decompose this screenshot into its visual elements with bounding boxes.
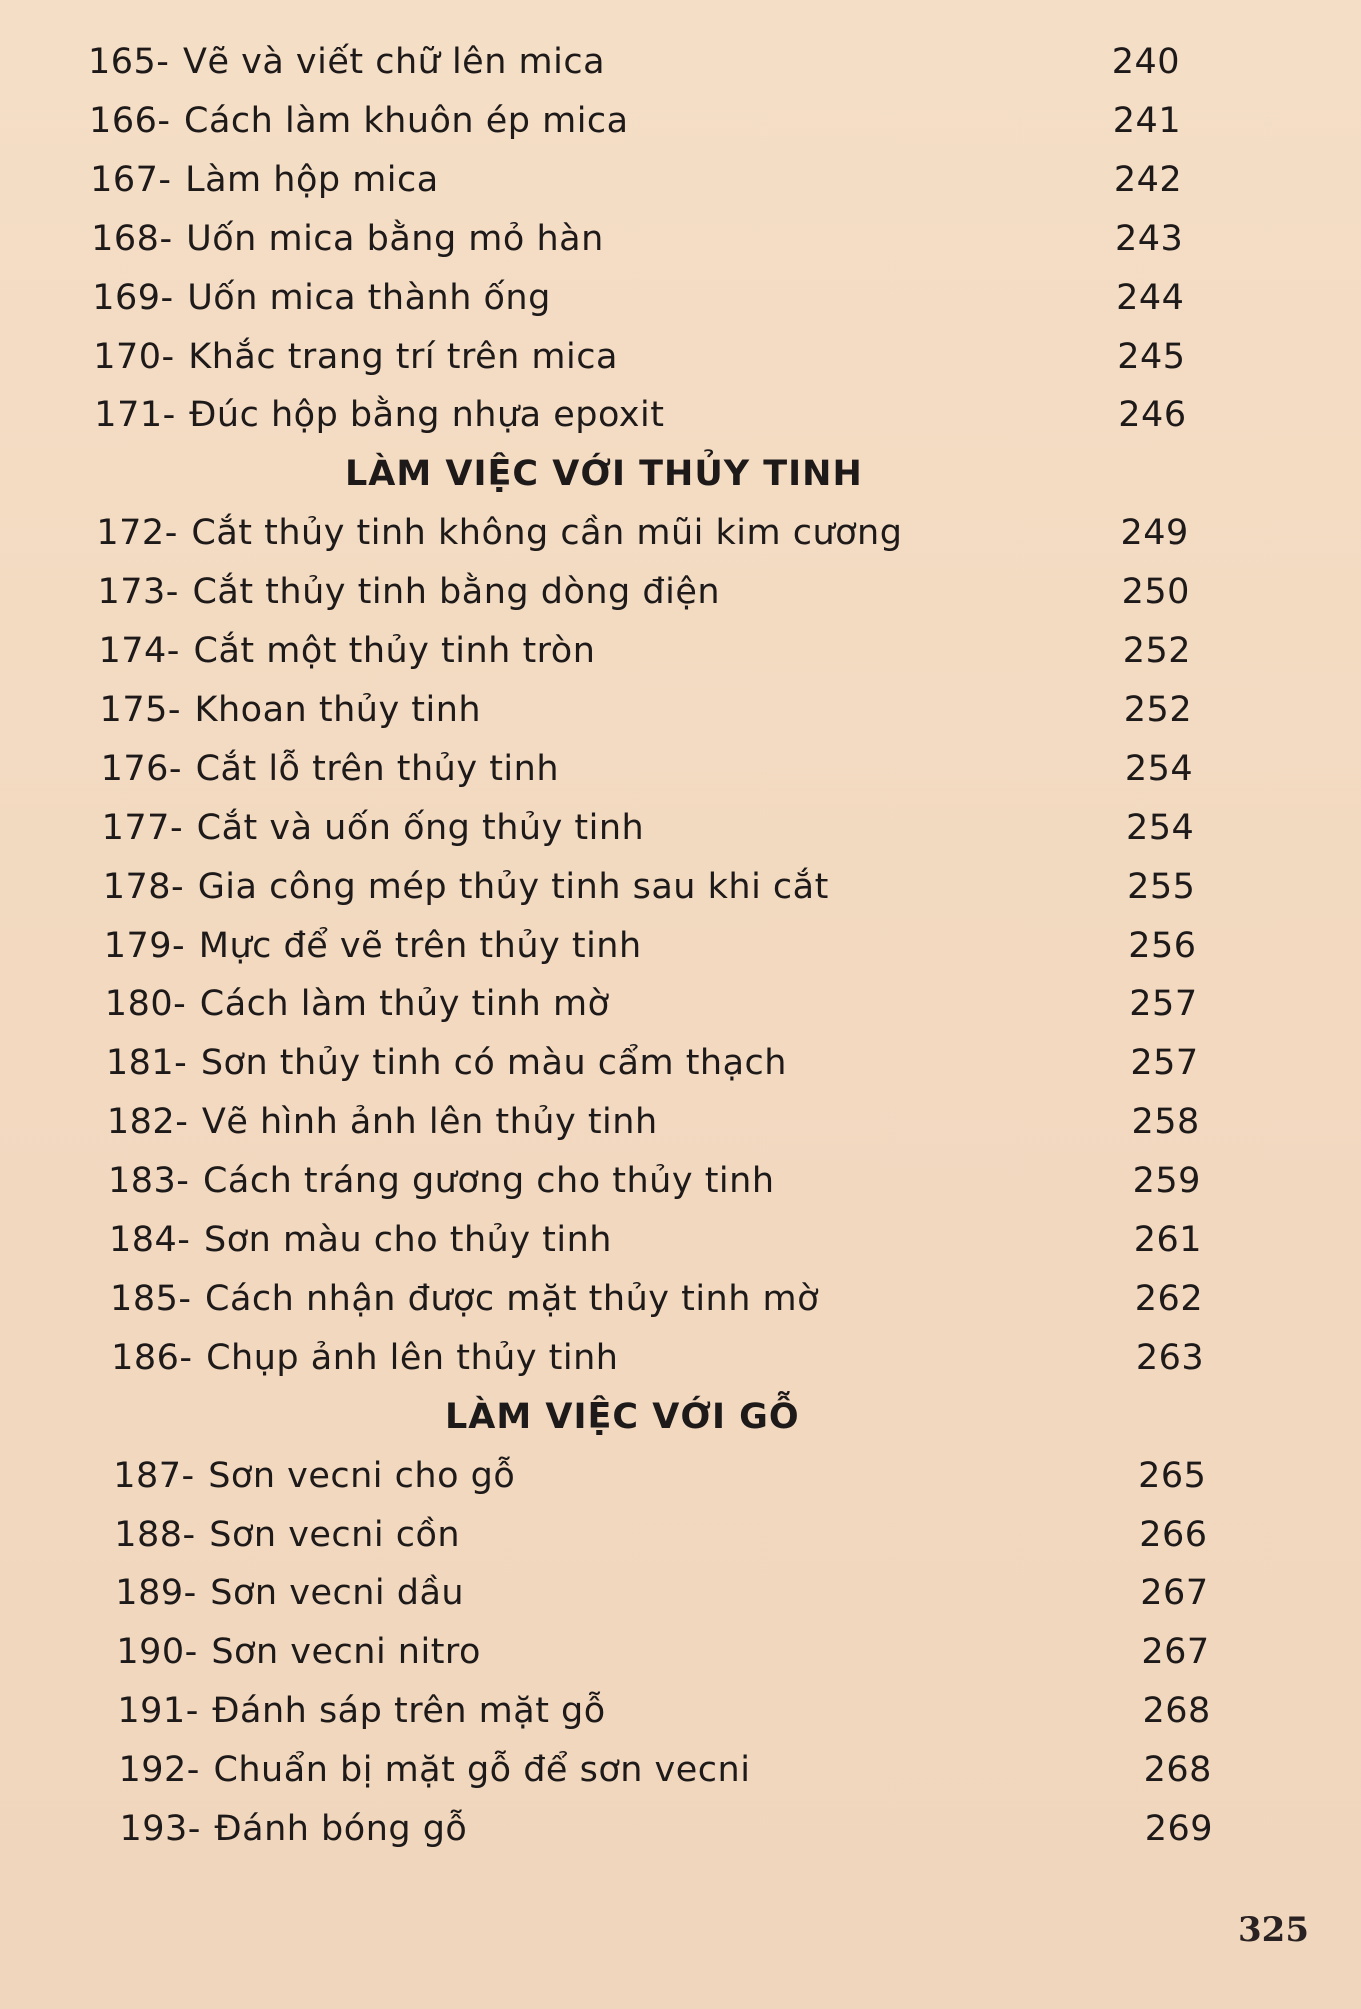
entry-title: Khắc trang trí trên mica [188,336,618,377]
entry-number: 178- [102,866,185,907]
entry-page: 257 [1129,984,1198,1025]
entry-page: 249 [1120,513,1189,554]
entry-page: 240 [1111,42,1180,82]
entry-number: 168- [91,218,173,259]
toc-entry [92,270,1292,326]
entry-number: 166- [89,100,171,141]
entry-number: 174- [98,631,180,671]
entry-page: 268 [1142,1691,1211,1732]
entry-page: 254 [1124,748,1194,789]
toc-entry [100,682,1300,738]
toc-entry [111,1330,1311,1386]
entry-page: 242 [1113,159,1183,200]
entry-title: Mực để vẽ trên thủy tinh [198,925,642,966]
entry-title: Đánh sáp trên mặt gỗ [212,1691,606,1732]
entry-page: 255 [1127,866,1196,907]
toc-entry [107,1094,1307,1150]
entry-page: 269 [1144,1809,1213,1849]
entry-number: 182- [106,1102,189,1143]
entry-number: 169- [92,277,174,318]
toc-entry [108,1153,1308,1209]
entry-title: Đánh bóng gỗ [214,1809,468,1849]
entry-title: Sơn vecni cho gỗ [208,1455,516,1496]
toc-entry [94,387,1294,443]
entry-number: 165- [88,42,170,82]
entry-page: 252 [1122,631,1191,671]
entry-title: Cách làm khuôn ép mica [184,100,629,141]
entry-title: Gia công mép thủy tinh sau khi cắt [197,866,829,907]
entry-title: Làm hộp mica [185,159,439,200]
entry-title: Sơn vecni cồn [209,1514,461,1555]
entry-title: Sơn vecni nitro [211,1632,481,1673]
entry-title: Cắt và uốn ống thủy tinh [196,807,645,848]
entry-title: Cách nhận được mặt thủy tinh mờ [205,1278,820,1319]
entry-number: 173- [97,572,179,613]
entry-number: 181- [105,1043,188,1084]
toc-entry [104,918,1304,974]
entry-number: 186- [111,1337,193,1378]
entry-title: Cắt thủy tinh không cần mũi kim cương [191,513,903,554]
entry-page: 258 [1131,1102,1200,1143]
entry-page: 250 [1121,572,1190,613]
section-heading: LÀM VIỆC VỚI THỦY TINH [345,454,863,495]
toc-entry [116,1624,1316,1680]
toc-entry [93,329,1293,385]
entry-number: 176- [100,748,183,789]
entry-page: 261 [1133,1220,1202,1260]
entry-page: 244 [1116,277,1185,318]
entry-title: Đúc hộp bằng nhựa epoxit [189,395,665,436]
entry-title: Uốn mica bằng mỏ hàn [186,218,604,259]
toc-entry [90,152,1290,208]
entry-page: 263 [1135,1337,1205,1378]
entry-number: 183- [107,1161,190,1202]
page-number: 325 [1238,1910,1309,1950]
entry-page: 256 [1128,925,1197,966]
toc-entry [89,93,1289,149]
toc-entry [118,1742,1318,1798]
entry-title: Cách tráng gương cho thủy tinh [202,1161,775,1202]
toc-entry [91,211,1291,267]
entry-number: 180- [104,984,187,1025]
entry-page: 267 [1141,1632,1210,1673]
entry-title: Chụp ảnh lên thủy tinh [206,1337,619,1378]
entry-page: 246 [1118,395,1187,436]
entry-number: 171- [94,395,176,436]
toc-entry [110,1271,1310,1327]
entry-number: 189- [115,1573,197,1614]
entry-title: Sơn vecni dầu [210,1573,465,1614]
entry-title: Cắt thủy tinh bằng dòng điện [192,572,721,613]
toc-entry [117,1683,1317,1739]
entry-number: 170- [93,336,175,377]
entry-number: 187- [113,1455,195,1496]
toc-entry [103,859,1303,915]
entry-page: 243 [1114,218,1184,259]
entry-number: 192- [118,1750,200,1791]
entry-page: 262 [1134,1278,1204,1319]
toc-entry [109,1212,1309,1268]
entry-page: 254 [1125,807,1195,848]
entry-number: 193- [119,1809,201,1849]
section-heading: LÀM VIỆC VỚI GỖ [445,1396,800,1437]
toc-entry [99,623,1299,679]
toc-entry [113,1448,1313,1504]
entry-page: 245 [1117,336,1186,377]
entry-page: 267 [1140,1573,1209,1614]
entry-number: 167- [90,159,172,200]
entry-title: Sơn màu cho thủy tinh [204,1220,612,1260]
entry-title: Cách làm thủy tinh mờ [199,984,610,1025]
entry-number: 177- [101,807,184,848]
toc-entry [102,800,1302,856]
toc-entry [115,1565,1315,1621]
entry-number: 190- [116,1632,198,1673]
entry-number: 191- [117,1691,199,1732]
toc-entry [114,1507,1314,1563]
entry-number: 184- [109,1220,191,1260]
entry-page: 266 [1139,1514,1208,1555]
entry-title: Sơn thủy tinh có màu cẩm thạch [200,1043,787,1084]
entry-number: 175- [99,689,181,730]
entry-page: 268 [1143,1750,1212,1791]
entry-title: Vẽ và viết chữ lên mica [183,42,606,82]
entry-number: 179- [103,925,186,966]
entry-page: 252 [1123,689,1193,730]
entry-title: Uốn mica thành ống [187,277,551,318]
toc-entry [101,741,1301,797]
entry-page: 259 [1132,1161,1201,1202]
entry-title: Cắt lỗ trên thủy tinh [195,748,560,789]
toc-entry [120,1801,1320,1857]
entry-page: 241 [1112,100,1182,141]
toc-entry [97,564,1297,620]
toc-entry [88,34,1288,90]
entry-number: 185- [110,1278,192,1319]
entry-number: 172- [96,513,178,554]
entry-number: 188- [114,1514,196,1555]
toc-entry [105,976,1305,1032]
toc-entry [106,1035,1306,1091]
entry-page: 257 [1130,1043,1199,1084]
entry-title: Cắt một thủy tinh tròn [193,631,596,671]
entry-page: 265 [1138,1455,1207,1496]
entry-title: Khoan thủy tinh [194,689,482,730]
entry-title: Chuẩn bị mặt gỗ để sơn vecni [213,1750,751,1791]
toc-entry [96,505,1296,561]
entry-title: Vẽ hình ảnh lên thủy tinh [201,1102,658,1143]
